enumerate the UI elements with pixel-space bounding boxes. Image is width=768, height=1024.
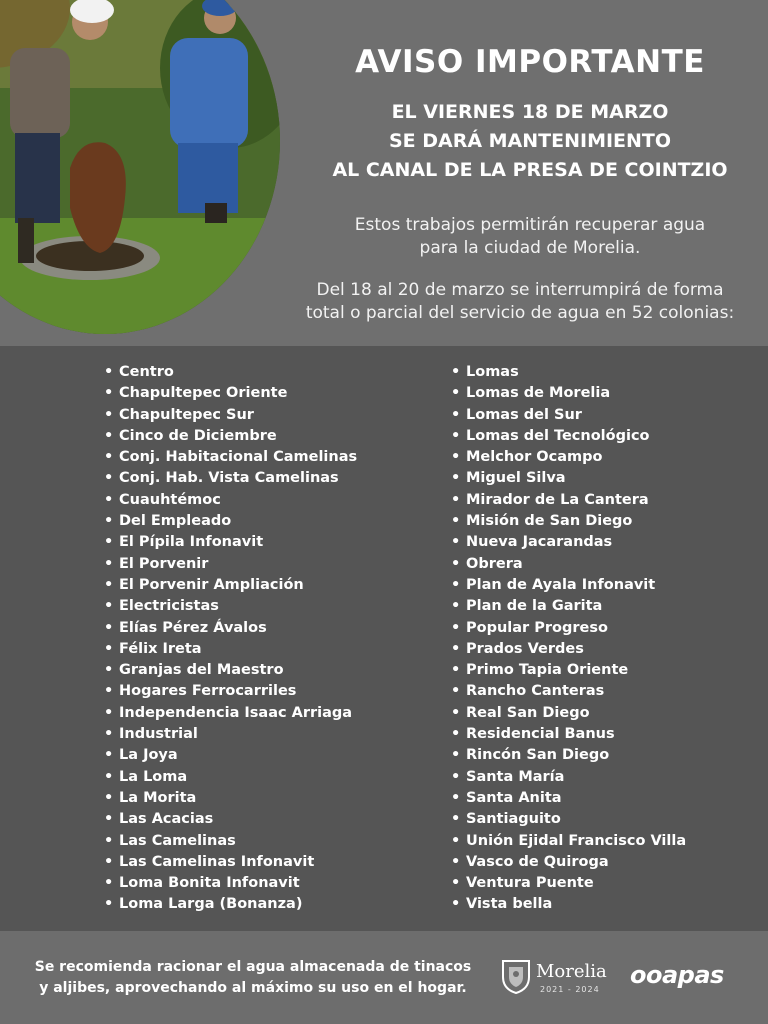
colonia-list-item: • Conj. Habitacional Camelinas [104, 447, 357, 468]
intro-line: Estos trabajos permitirán recuperar agua [354, 215, 706, 235]
colonia-list-item: • Ventura Puente [451, 873, 686, 894]
colonia-list-item: • Obrera [451, 554, 686, 575]
colonia-list-item: • Electricistas [104, 596, 357, 617]
morelia-logo-years: 2021 - 2024 [540, 985, 600, 994]
colonia-list-item: • Hogares Ferrocarriles [104, 681, 357, 702]
workers-photo [0, 0, 280, 334]
colonia-list-item: • La Morita [104, 788, 357, 809]
colonias-list-right [451, 362, 686, 916]
colonia-list-item: • Lomas [451, 362, 686, 383]
colonia-list-item: • Las Camelinas [104, 831, 357, 852]
colonia-list-item: • Melchor Ocampo [451, 447, 686, 468]
intro-text [300, 214, 760, 260]
footer-line: Se recomienda racionar el agua almacenada de tinacos [34, 959, 472, 975]
colonia-list-item: • Real San Diego [451, 703, 686, 724]
colonia-list-item: • Vasco de Quiroga [451, 852, 686, 873]
colonia-list-item: • Popular Progreso [451, 618, 686, 639]
colonia-list-item: • Santa Anita [451, 788, 686, 809]
colonia-list-item: • Loma Bonita Infonavit [104, 873, 357, 894]
colonia-list-item: • Independencia Isaac Arriaga [104, 703, 357, 724]
morelia-logo-text: Morelia [536, 961, 607, 982]
page-title: AVISO IMPORTANTE [355, 44, 705, 80]
colonia-list-item: • Del Empleado [104, 511, 357, 532]
colonia-list-item: • Conj. Hab. Vista Camelinas [104, 468, 357, 489]
colonia-list-item: • Misión de San Diego [451, 511, 686, 532]
colonia-list-item: • Prados Verdes [451, 639, 686, 660]
colonia-list-item: • Lomas de Morelia [451, 383, 686, 404]
colonia-list-item: • Primo Tapia Oriente [451, 660, 686, 681]
colonia-list-item: • Lomas del Sur [451, 405, 686, 426]
ooapas-logo: ooapas [630, 961, 724, 989]
morelia-logo [500, 955, 612, 1001]
subtitle-line: SE DARÁ MANTENIMIENTO [388, 130, 672, 152]
footer-recommendation [28, 957, 478, 999]
subtitle-line: EL VIERNES 18 DE MARZO [391, 101, 669, 123]
colonia-list-item: • Industrial [104, 724, 357, 745]
colonia-list-item: • Rancho Canteras [451, 681, 686, 702]
colonias-list-left [104, 362, 357, 916]
colonia-list-item: • Santa María [451, 767, 686, 788]
footer-line: y aljibes, aprovechando al máximo su uso en el hogar. [39, 980, 467, 996]
intro-line: para la ciudad de Morelia. [419, 238, 641, 258]
colonia-list-item: • Félix Ireta [104, 639, 357, 660]
colonia-list-item: • Nueva Jacarandas [451, 532, 686, 553]
colonia-list-item: • El Porvenir Ampliación [104, 575, 357, 596]
colonia-list-item: • Santiaguito [451, 809, 686, 830]
colonia-list-item: • Las Acacias [104, 809, 357, 830]
colonia-list-item: • Cuauhtémoc [104, 490, 357, 511]
colonia-list-item: • Chapultepec Oriente [104, 383, 357, 404]
colonia-list-item: • Chapultepec Sur [104, 405, 357, 426]
colonia-list-item: • Elías Pérez Ávalos [104, 618, 357, 639]
colonia-list-item: • Plan de la Garita [451, 596, 686, 617]
announcement-subtitle [300, 98, 760, 185]
colonia-list-item: • Residencial Banus [451, 724, 686, 745]
colonia-list-item: • Miguel Silva [451, 468, 686, 489]
colonia-list-item: • Las Camelinas Infonavit [104, 852, 357, 873]
colonia-list-item: • El Porvenir [104, 554, 357, 575]
workers-photo-illustration [0, 0, 280, 334]
colonias-list-panel [0, 346, 768, 931]
colonia-list-item: • Lomas del Tecnológico [451, 426, 686, 447]
colonia-list-item: • Granjas del Maestro [104, 660, 357, 681]
header-section [0, 0, 768, 346]
colonia-list-item: • Loma Larga (Bonanza) [104, 894, 357, 915]
colonia-list-item: • Cinco de Diciembre [104, 426, 357, 447]
colonia-list-item: • Centro [104, 362, 357, 383]
morelia-shield-icon [500, 957, 532, 995]
footer [0, 931, 768, 1024]
subtitle-line: AL CANAL DE LA PRESA DE COINTZIO [332, 159, 728, 181]
colonia-list-item: • El Pípila Infonavit [104, 532, 357, 553]
colonia-list-item: • Plan de Ayala Infonavit [451, 575, 686, 596]
colonia-list-item: • La Joya [104, 745, 357, 766]
outage-notice [280, 279, 760, 325]
notice-line: total o parcial del servicio de agua en 52 colonias: [305, 303, 735, 323]
notice-line: Del 18 al 20 de marzo se interrumpirá de forma [316, 280, 724, 300]
colonia-list-item: • Mirador de La Cantera [451, 490, 686, 511]
colonia-list-item: • La Loma [104, 767, 357, 788]
colonia-list-item: • Rincón San Diego [451, 745, 686, 766]
colonia-list-item: • Unión Ejidal Francisco Villa [451, 831, 686, 852]
colonia-list-item: • Vista bella [451, 894, 686, 915]
